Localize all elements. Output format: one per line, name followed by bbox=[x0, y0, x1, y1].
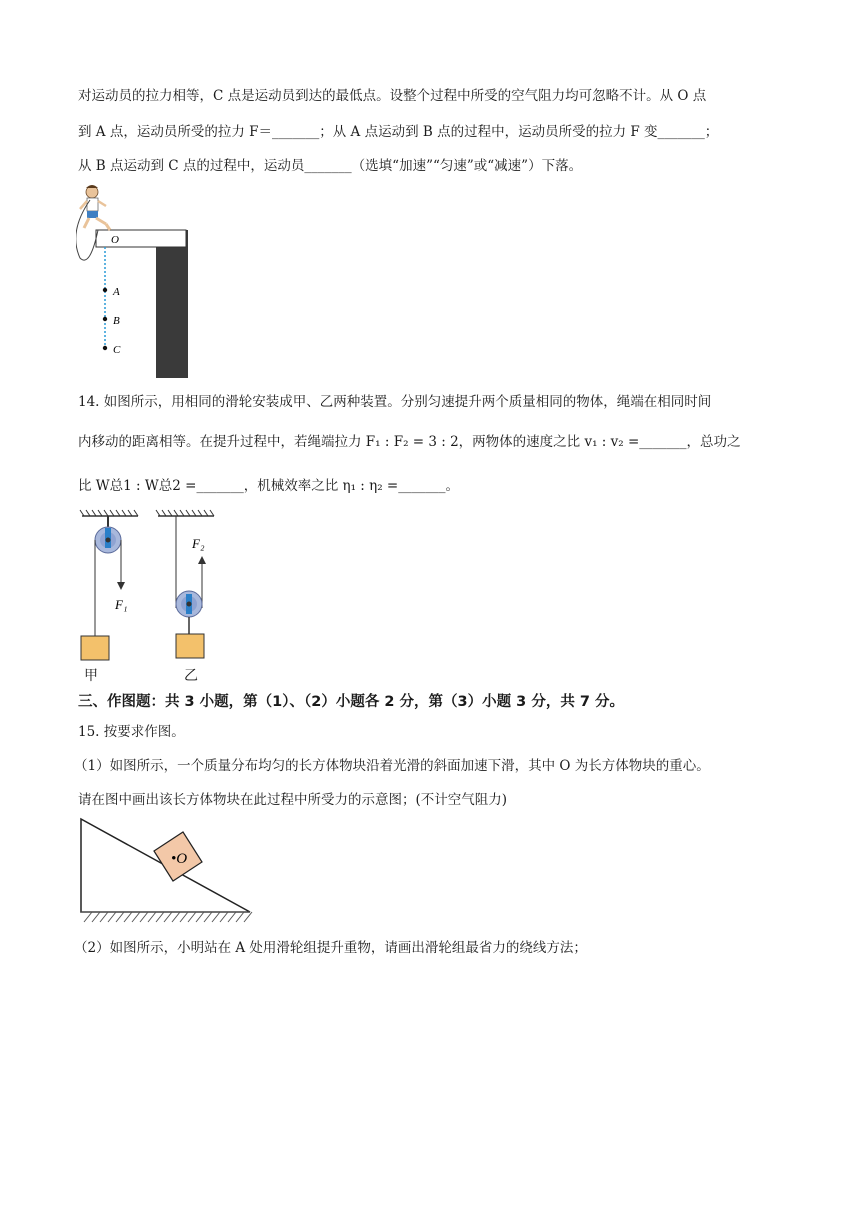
cliff-wall bbox=[156, 230, 188, 378]
q14-text-line-3: 比 W总1 : W总2 =_______，机械效率之比 η₁ : η₂ =_______。 bbox=[78, 478, 459, 494]
q13-text-line-1: 对运动员的拉力相等，C 点是运动员到达的最低点。设整个过程中所受的空气阻力均可忽略不计。从 O 点 bbox=[78, 88, 707, 104]
weight-yi bbox=[176, 634, 204, 658]
q13-text-line-3: 从 B 点运动到 C 点的过程中，运动员_______（选填“加速”“匀速”或“减速”）下落。 bbox=[78, 158, 583, 174]
ground-hatching bbox=[81, 912, 252, 922]
pulley-figure bbox=[78, 508, 228, 666]
q15-part1-line-1: （1）如图所示，一个质量分布均匀的长方体物块沿着光滑的斜面加速下滑，其中 O 为长方体物块的重心。 bbox=[74, 758, 710, 774]
label-F2: F₂ bbox=[192, 536, 205, 551]
q14-text-line-1: 14. 如图所示，用相同的滑轮安装成甲、乙两种装置。分别匀速提升两个质量相同的物体，绳端在相同时间 bbox=[78, 394, 712, 410]
q15-part1-line-2: 请在图中画出该长方体物块在此过程中所受力的示意图；(不计空气阻力) bbox=[78, 792, 508, 808]
q15-title: 15. 按要求作图。 bbox=[78, 724, 185, 740]
label-O-center: •O bbox=[171, 851, 188, 867]
incline-figure bbox=[78, 816, 256, 928]
platform bbox=[96, 230, 186, 247]
fixed-pulley-icon bbox=[95, 516, 121, 553]
label-yi: 乙 bbox=[184, 668, 198, 684]
q15-part2-line-1: （2）如图所示，小明站在 A 处用滑轮组提升重物，请画出滑轮组最省力的绕线方法； bbox=[74, 940, 587, 956]
q13-text-line-2: 到 A 点，运动员所受的拉力 F＝_______；从 A 点运动到 B 点的过程中，运动员所受的拉力 F 变_______； bbox=[78, 124, 719, 140]
section-heading: 三、作图题：共 3 小题，第（1）、（2）小题各 2 分，第（3）小题 3 分，共 7 分。 bbox=[78, 694, 625, 710]
movable-pulley-icon bbox=[176, 591, 202, 634]
label-C: C bbox=[113, 344, 121, 356]
label-jia: 甲 bbox=[84, 668, 98, 684]
label-B: B bbox=[113, 315, 120, 327]
label-O: O bbox=[111, 234, 119, 246]
jumper-icon bbox=[80, 185, 110, 230]
arrow-F1 bbox=[117, 582, 125, 590]
ceiling-jia bbox=[80, 510, 138, 516]
arrow-F2 bbox=[198, 556, 206, 564]
label-F1: F₁ bbox=[115, 597, 128, 612]
label-A: A bbox=[113, 286, 120, 298]
bungee-jump-figure bbox=[76, 182, 196, 382]
ceiling-yi bbox=[156, 510, 214, 516]
q14-text-line-2: 内移动的距离相等。在提升过程中，若绳端拉力 F₁ : F₂ = 3 : 2，两物体的速度之比 v₁ : v₂ =_______，总功之 bbox=[78, 434, 741, 450]
weight-jia bbox=[81, 636, 109, 660]
